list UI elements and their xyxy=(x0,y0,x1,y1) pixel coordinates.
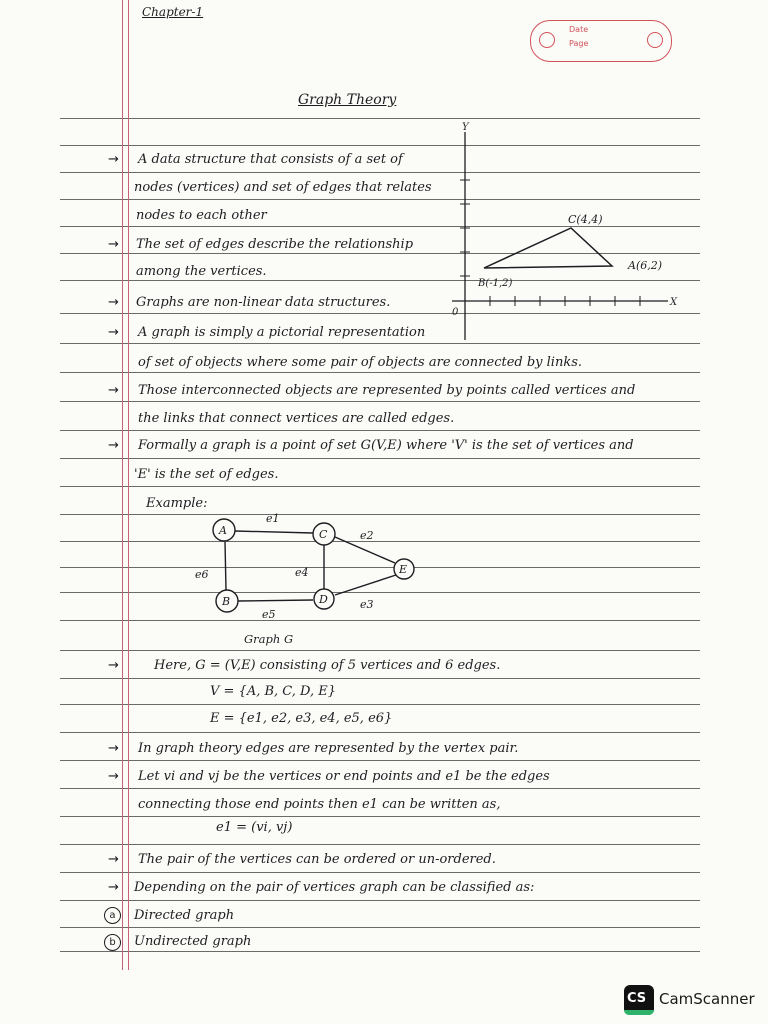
note-line: nodes to each other xyxy=(136,208,267,223)
camscanner-logo xyxy=(624,985,654,1015)
triangle-shape xyxy=(484,228,612,268)
circled-marker-b: b xyxy=(104,934,121,951)
date-label: Date xyxy=(569,25,589,34)
chapter-label: Chapter-1 xyxy=(142,5,204,19)
arrow-icon: → xyxy=(108,152,119,167)
edge-label-e3: e3 xyxy=(360,598,374,611)
note-line: A graph is simply a pictorial representation xyxy=(138,325,426,340)
note-line: Those interconnected objects are represented by points called vertices and xyxy=(138,383,636,398)
edge-e1 xyxy=(235,531,313,533)
edge-label-e2: e2 xyxy=(360,529,374,542)
note-line: Let vi and vj be the vertices or end points and e1 be the edges xyxy=(138,769,550,784)
arrow-icon: → xyxy=(108,852,119,867)
note-line: V = {A, B, C, D, E} xyxy=(210,684,337,699)
graph-caption: Graph G xyxy=(244,632,294,646)
arrow-icon: → xyxy=(108,741,119,756)
note-line: the links that connect vertices are called edges. xyxy=(138,411,455,426)
vertex-c: C xyxy=(319,528,328,541)
edge-label-e4: e4 xyxy=(295,566,309,579)
edge-label-e1: e1 xyxy=(266,512,280,525)
arrow-icon: → xyxy=(108,383,119,398)
vertex-e: E xyxy=(399,563,408,576)
arrow-icon: → xyxy=(108,295,119,310)
origin-label: 0 xyxy=(452,307,459,318)
edge-label-e6: e6 xyxy=(195,568,209,581)
arrow-icon: → xyxy=(108,880,119,895)
page-title: Graph Theory xyxy=(298,92,397,108)
vertex-d: D xyxy=(319,593,328,606)
edge-label-e5: e5 xyxy=(262,608,276,621)
list-item-directed: Directed graph xyxy=(134,908,235,923)
coordinate-plot xyxy=(452,132,668,340)
camscanner-brand: CamScanner xyxy=(659,990,755,1008)
note-line: e1 = (vi, vj) xyxy=(216,820,293,835)
x-axis-label: X xyxy=(670,297,678,308)
circled-marker-a: a xyxy=(104,907,121,924)
note-line: In graph theory edges are represented by the vertex pair. xyxy=(138,741,519,756)
vertex-a: A xyxy=(219,524,227,537)
y-axis-label: Y xyxy=(462,122,469,133)
note-line: Here, G = (V,E) consisting of 5 vertices and 6 edges. xyxy=(154,658,501,673)
note-line: connecting those end points then e1 can be written as, xyxy=(138,797,501,812)
note-line: Graphs are non-linear data structures. xyxy=(136,295,391,310)
edge-e5 xyxy=(238,600,313,601)
note-line: Formally a graph is a point of set G(V,E) where 'V' is the set of vertices and xyxy=(138,438,634,453)
note-line: of set of objects where some pair of objects are connected by links. xyxy=(138,355,583,370)
note-line: nodes (vertices) and set of edges that relates xyxy=(134,180,432,195)
point-a-label: A(6,2) xyxy=(628,259,663,272)
vertex-b: B xyxy=(222,595,231,608)
list-item-undirected: Undirected graph xyxy=(134,934,252,949)
note-line: A data structure that consists of a set of xyxy=(138,152,403,167)
page-label: Page xyxy=(569,39,589,48)
note-line: 'E' is the set of edges. xyxy=(134,467,279,482)
graph-g-vertices xyxy=(213,519,414,612)
edge-e3 xyxy=(335,575,396,595)
note-line: The pair of the vertices can be ordered or un-ordered. xyxy=(138,852,496,867)
arrow-icon: → xyxy=(108,325,119,340)
note-line: E = {e1, e2, e3, e4, e5, e6} xyxy=(210,711,393,726)
example-label: Example: xyxy=(146,496,208,511)
logo-text: CS xyxy=(627,991,647,1006)
arrow-icon: → xyxy=(108,769,119,784)
point-c-label: C(4,4) xyxy=(568,213,603,226)
arrow-icon: → xyxy=(108,237,119,252)
edge-e6 xyxy=(225,542,226,590)
arrow-icon: → xyxy=(108,658,119,673)
arrow-icon: → xyxy=(108,438,119,453)
note-line: Depending on the pair of vertices graph can be classified as: xyxy=(134,880,535,895)
note-line: The set of edges describe the relationship xyxy=(136,237,414,252)
note-line: among the vertices. xyxy=(136,264,267,279)
point-b-label: B(-1,2) xyxy=(478,278,513,289)
logo-bar xyxy=(624,1010,654,1015)
